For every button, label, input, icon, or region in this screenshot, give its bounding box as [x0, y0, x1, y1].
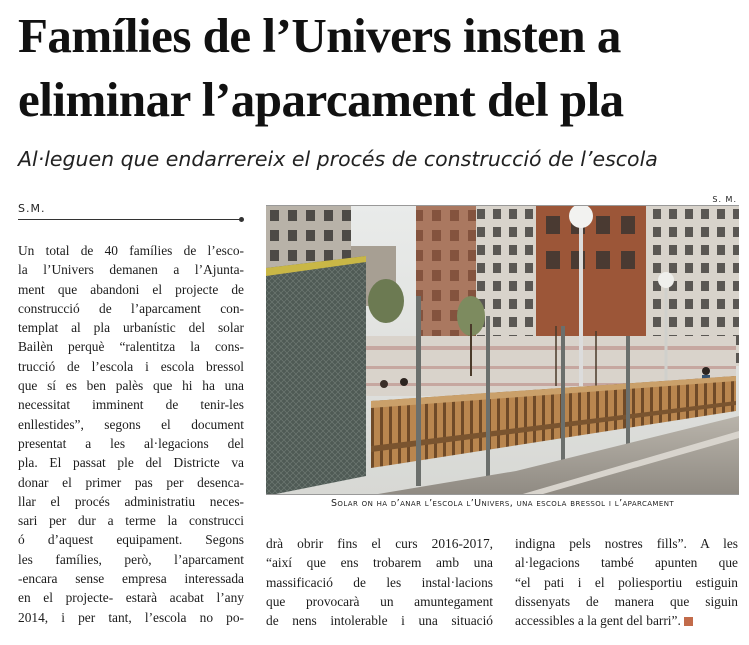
body-line: necessitat imminent de tenir-les — [18, 397, 244, 413]
headline-line-1: Famílies de l’Univers insten a — [18, 8, 621, 63]
subheadline: Al·leguen que endarrereix el procés de construcció de l’escola — [18, 147, 658, 171]
body-line: “així que ens trobarem amb una — [266, 555, 493, 571]
body-line: llar el procés administratiu neces- — [18, 493, 244, 509]
body-line: les famílies, però, l’aparcament — [18, 551, 244, 567]
body-line: 2014, i per tant, l’escola no po- — [18, 609, 244, 625]
end-of-article-mark — [684, 617, 693, 626]
body-line: la l’Univers demanen a l’Ajunta- — [18, 262, 244, 278]
headline-line-2: eliminar l’aparcament del pla — [18, 72, 624, 127]
body-line: -encara sense empresa interessada — [18, 571, 244, 587]
body-line: indigna pels nostres fills”. A les — [515, 536, 738, 551]
body-line: presentat a les al·legacions del — [18, 435, 244, 451]
article-photo — [266, 205, 739, 495]
headline — [18, 4, 738, 132]
body-line: que provocarà un amuntegament — [266, 593, 493, 609]
photo-credit: S. M. — [712, 195, 737, 204]
body-line: Un total de 40 famílies de l’esco- — [18, 243, 244, 258]
body-line-text: accessibles a la gent del barri”. — [515, 613, 681, 629]
body-line: pla. El passat ple del Districte va — [18, 455, 244, 471]
body-line: trucció de l’escola i escola bressol — [18, 358, 244, 374]
body-line: ó d’aquest equipament. Segons — [18, 532, 244, 548]
body-line: sari per dur a terme la construcci — [18, 513, 244, 529]
byline: S.M. — [18, 202, 46, 215]
byline-rule — [18, 219, 242, 220]
body-line: construcció de l’aparcament con- — [18, 300, 244, 316]
body-line: que sí es ben palès que hi ha una — [18, 378, 244, 394]
body-line: al·legacions també apunten que — [515, 555, 738, 571]
body-line: de nens intolerable i una situació — [266, 613, 493, 629]
body-line: drà obrir fins el curs 2016-2017, — [266, 536, 493, 551]
article-column-2 — [266, 534, 493, 630]
body-line: Bailèn perquè “ralentitza la cons- — [18, 339, 244, 355]
body-line: “el pati i el poliesportiu estiguin — [515, 574, 738, 590]
body-line: enllestides”, segons el document — [18, 416, 244, 432]
body-line: ment que abandoni el projecte de — [18, 281, 244, 297]
body-line: massificació de les instal·lacions — [266, 574, 493, 590]
photo-caption: Solar on ha d’anar l’escola l’Univers, una escola bressol i l’aparcament — [330, 498, 675, 509]
article-column-1 — [18, 241, 244, 627]
body-line: donar el primer pas per desenca- — [18, 474, 244, 490]
body-line: en el projecte- estarà acabat l’any — [18, 590, 244, 606]
body-line: templat al pla urbanístic del solar — [18, 320, 244, 336]
body-line: dissenyats de manera que siguin — [515, 593, 738, 609]
body-line-last — [515, 611, 738, 630]
article-column-3 — [515, 534, 738, 630]
